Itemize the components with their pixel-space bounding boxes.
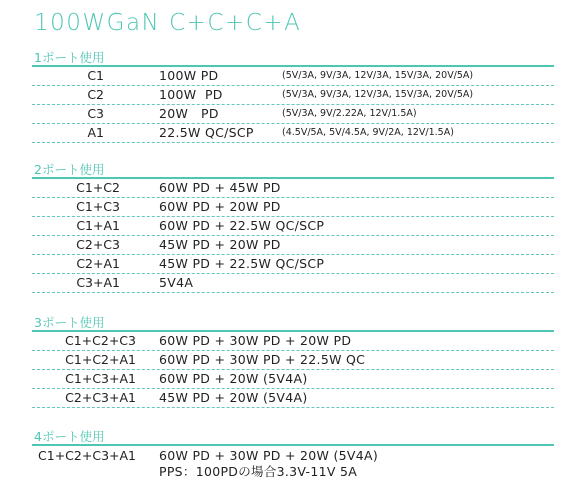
output-value: 60W PD + 45W PD bbox=[159, 180, 281, 195]
port-label: C2 bbox=[87, 87, 104, 102]
output-value: 45W PD + 20W PD bbox=[159, 237, 281, 252]
port-label: C2+A1 bbox=[76, 256, 120, 271]
section-header: 4ポート使用 bbox=[32, 427, 554, 446]
output-value: 60W PD + 30W PD + 22.5W QC bbox=[159, 352, 366, 367]
table-row bbox=[32, 351, 554, 370]
port-label: C1+C2+A1 bbox=[65, 352, 136, 367]
table-row bbox=[32, 274, 554, 293]
section-header: 3ポート使用 bbox=[32, 313, 554, 332]
table-row bbox=[32, 67, 554, 86]
table-row bbox=[32, 86, 554, 105]
output-value: 100W PD bbox=[159, 68, 219, 83]
voltage-detail: (5V/3A, 9V/3A, 12V/3A, 15V/3A, 20V/5A) bbox=[282, 89, 474, 100]
table-row bbox=[32, 198, 554, 217]
section-1-port bbox=[32, 48, 554, 143]
port-label: C1+C2 bbox=[76, 180, 120, 195]
port-label: C1 bbox=[87, 68, 104, 83]
table-row bbox=[32, 446, 554, 484]
port-label: C1+A1 bbox=[76, 218, 120, 233]
section-3-port bbox=[32, 313, 554, 408]
output-value: 60W PD + 20W (5V4A) bbox=[159, 371, 308, 386]
section-4-port bbox=[32, 427, 554, 484]
port-label: C1+C2+C3+A1 bbox=[38, 448, 136, 463]
table-row bbox=[32, 105, 554, 124]
spec-title: 100WGaN C+C+C+A bbox=[34, 10, 302, 36]
output-value: 60W PD + 22.5W QC/SCP bbox=[159, 218, 325, 233]
output-value: 22.5W QC/SCP bbox=[159, 125, 254, 140]
pps-note: PPS：100PDの場合3.3V-11V 5A bbox=[159, 464, 358, 479]
section-2-port bbox=[32, 160, 554, 293]
output-value: 45W PD + 22.5W QC/SCP bbox=[159, 256, 325, 271]
table-row bbox=[32, 370, 554, 389]
table-row bbox=[32, 389, 554, 408]
table-row bbox=[32, 179, 554, 198]
port-label: C1+C3+A1 bbox=[65, 371, 136, 386]
section-header: 1ポート使用 bbox=[32, 48, 554, 67]
port-label: A1 bbox=[87, 125, 104, 140]
table-row bbox=[32, 124, 554, 143]
output-line: 60W PD + 30W PD + 20W (5V4A) bbox=[159, 448, 379, 463]
port-label: C1+C2+C3 bbox=[65, 333, 136, 348]
port-label: C1+C3 bbox=[76, 199, 120, 214]
port-label: C3+A1 bbox=[76, 275, 120, 290]
output-value: 45W PD + 20W (5V4A) bbox=[159, 390, 308, 405]
table-row bbox=[32, 236, 554, 255]
table-row bbox=[32, 217, 554, 236]
table-row bbox=[32, 332, 554, 351]
output-value: 100W PD bbox=[159, 87, 223, 102]
voltage-detail: (5V/3A, 9V/2.22A, 12V/1.5A) bbox=[282, 108, 417, 119]
output-value bbox=[159, 448, 378, 480]
output-value: 60W PD + 20W PD bbox=[159, 199, 281, 214]
port-label: C2+C3+A1 bbox=[65, 390, 136, 405]
voltage-detail: (4.5V/5A, 5V/4.5A, 9V/2A, 12V/1.5A) bbox=[282, 127, 454, 138]
section-header: 2ポート使用 bbox=[32, 160, 554, 179]
port-label: C2+C3 bbox=[76, 237, 120, 252]
port-label: C3 bbox=[87, 106, 104, 121]
output-value: 5V4A bbox=[159, 275, 194, 290]
output-value: 20W PD bbox=[159, 106, 219, 121]
voltage-detail: (5V/3A, 9V/3A, 12V/3A, 15V/3A, 20V/5A) bbox=[282, 70, 474, 81]
table-row bbox=[32, 255, 554, 274]
output-value: 60W PD + 30W PD + 20W PD bbox=[159, 333, 352, 348]
